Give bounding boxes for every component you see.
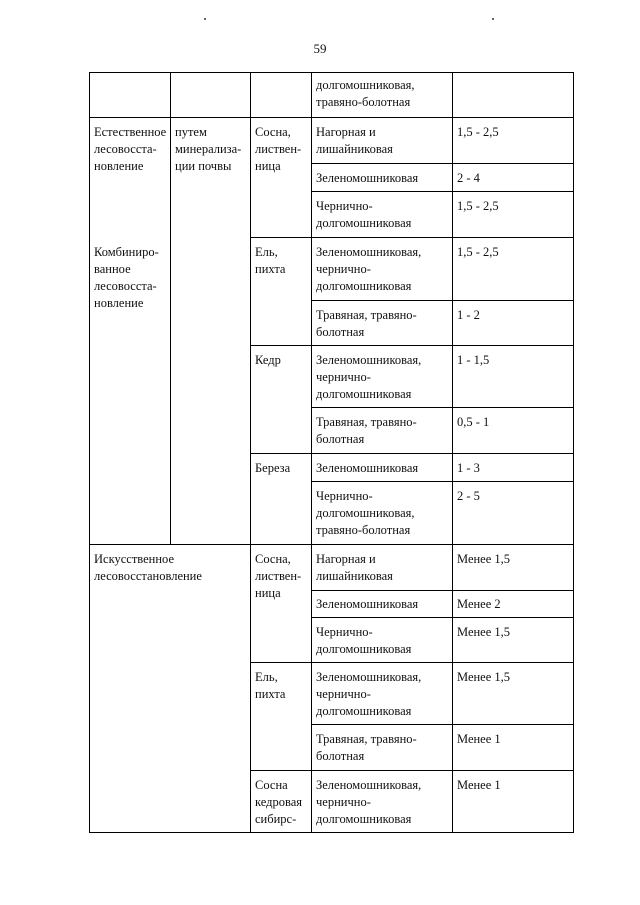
cell-species: Ель, пихта bbox=[255, 670, 286, 701]
cell-soil: Травяная, травяно- болотная bbox=[316, 415, 417, 446]
cell-soil: Травяная, травяно- болотная bbox=[316, 732, 417, 763]
cell-soil: Нагорная и лишайниковая bbox=[316, 552, 393, 583]
cell-value: 1 - 1,5 bbox=[457, 353, 490, 367]
cell-natural-restoration: Естественное лесовосста- новление bbox=[94, 125, 167, 173]
page-number: 59 bbox=[313, 41, 327, 56]
cell-soil: Зеленомошниковая, чернично- долгомошниковая bbox=[316, 778, 422, 826]
cell-soil: Зеленомошниковая bbox=[316, 597, 419, 611]
cell-soil: Нагорная и лишайниковая bbox=[316, 125, 393, 156]
cell-value: Менее 1 bbox=[457, 732, 501, 746]
cell-species: Ель, пихта bbox=[255, 245, 286, 276]
cell-soil-continued: долгомошниковая, травяно-болотная bbox=[316, 78, 415, 109]
cell-species: Сосна, листвен- ница bbox=[255, 125, 302, 173]
cell-soil: Чернично- долгомошниковая, травяно-болотная bbox=[316, 489, 415, 537]
cell-value: 0,5 - 1 bbox=[457, 415, 490, 429]
cell-soil: Зеленомошниковая, чернично- долгомошниковая bbox=[316, 353, 422, 401]
cell-soil: Чернично- долгомошниковая bbox=[316, 625, 412, 656]
cell-value: Менее 2 bbox=[457, 597, 501, 611]
cell-value: Менее 1,5 bbox=[457, 625, 511, 639]
cell-combined-restoration: Комбиниро- ванное лесовосста- новление bbox=[94, 245, 159, 310]
cell-soil: Чернично- долгомошниковая bbox=[316, 199, 412, 230]
cell-artificial-restoration: Искусственное лесовосстановление bbox=[94, 552, 202, 583]
cell-species: Сосна кедровая сибирс- bbox=[255, 778, 303, 826]
cell-value: 2 - 5 bbox=[457, 489, 480, 503]
cell-species: Береза bbox=[255, 461, 291, 475]
cell-value: 2 - 4 bbox=[457, 171, 480, 185]
cell-value: 1 - 3 bbox=[457, 461, 480, 475]
cell-species: Сосна, листвен- ница bbox=[255, 552, 302, 600]
cell-soil: Зеленомошниковая bbox=[316, 171, 419, 185]
cell-soil: Зеленомошниковая, чернично- долгомошниковая bbox=[316, 670, 422, 718]
cell-soil: Травяная, травяно- болотная bbox=[316, 308, 417, 339]
cell-value: 1 - 2 bbox=[457, 308, 480, 322]
cell-value: 1,5 - 2,5 bbox=[457, 199, 499, 213]
cell-value: Менее 1 bbox=[457, 778, 501, 792]
cell-value: 1,5 - 2,5 bbox=[457, 245, 499, 259]
cell-soil: Зеленомошниковая, чернично- долгомошниковая bbox=[316, 245, 422, 293]
cell-method: путем минерализа- ции почвы bbox=[175, 125, 242, 173]
cell-value: Менее 1,5 bbox=[457, 670, 511, 684]
cell-species: Кедр bbox=[255, 353, 281, 367]
cell-value: Менее 1,5 bbox=[457, 552, 511, 566]
cell-value: 1,5 - 2,5 bbox=[457, 125, 499, 139]
cell-soil: Зеленомошниковая bbox=[316, 461, 419, 475]
